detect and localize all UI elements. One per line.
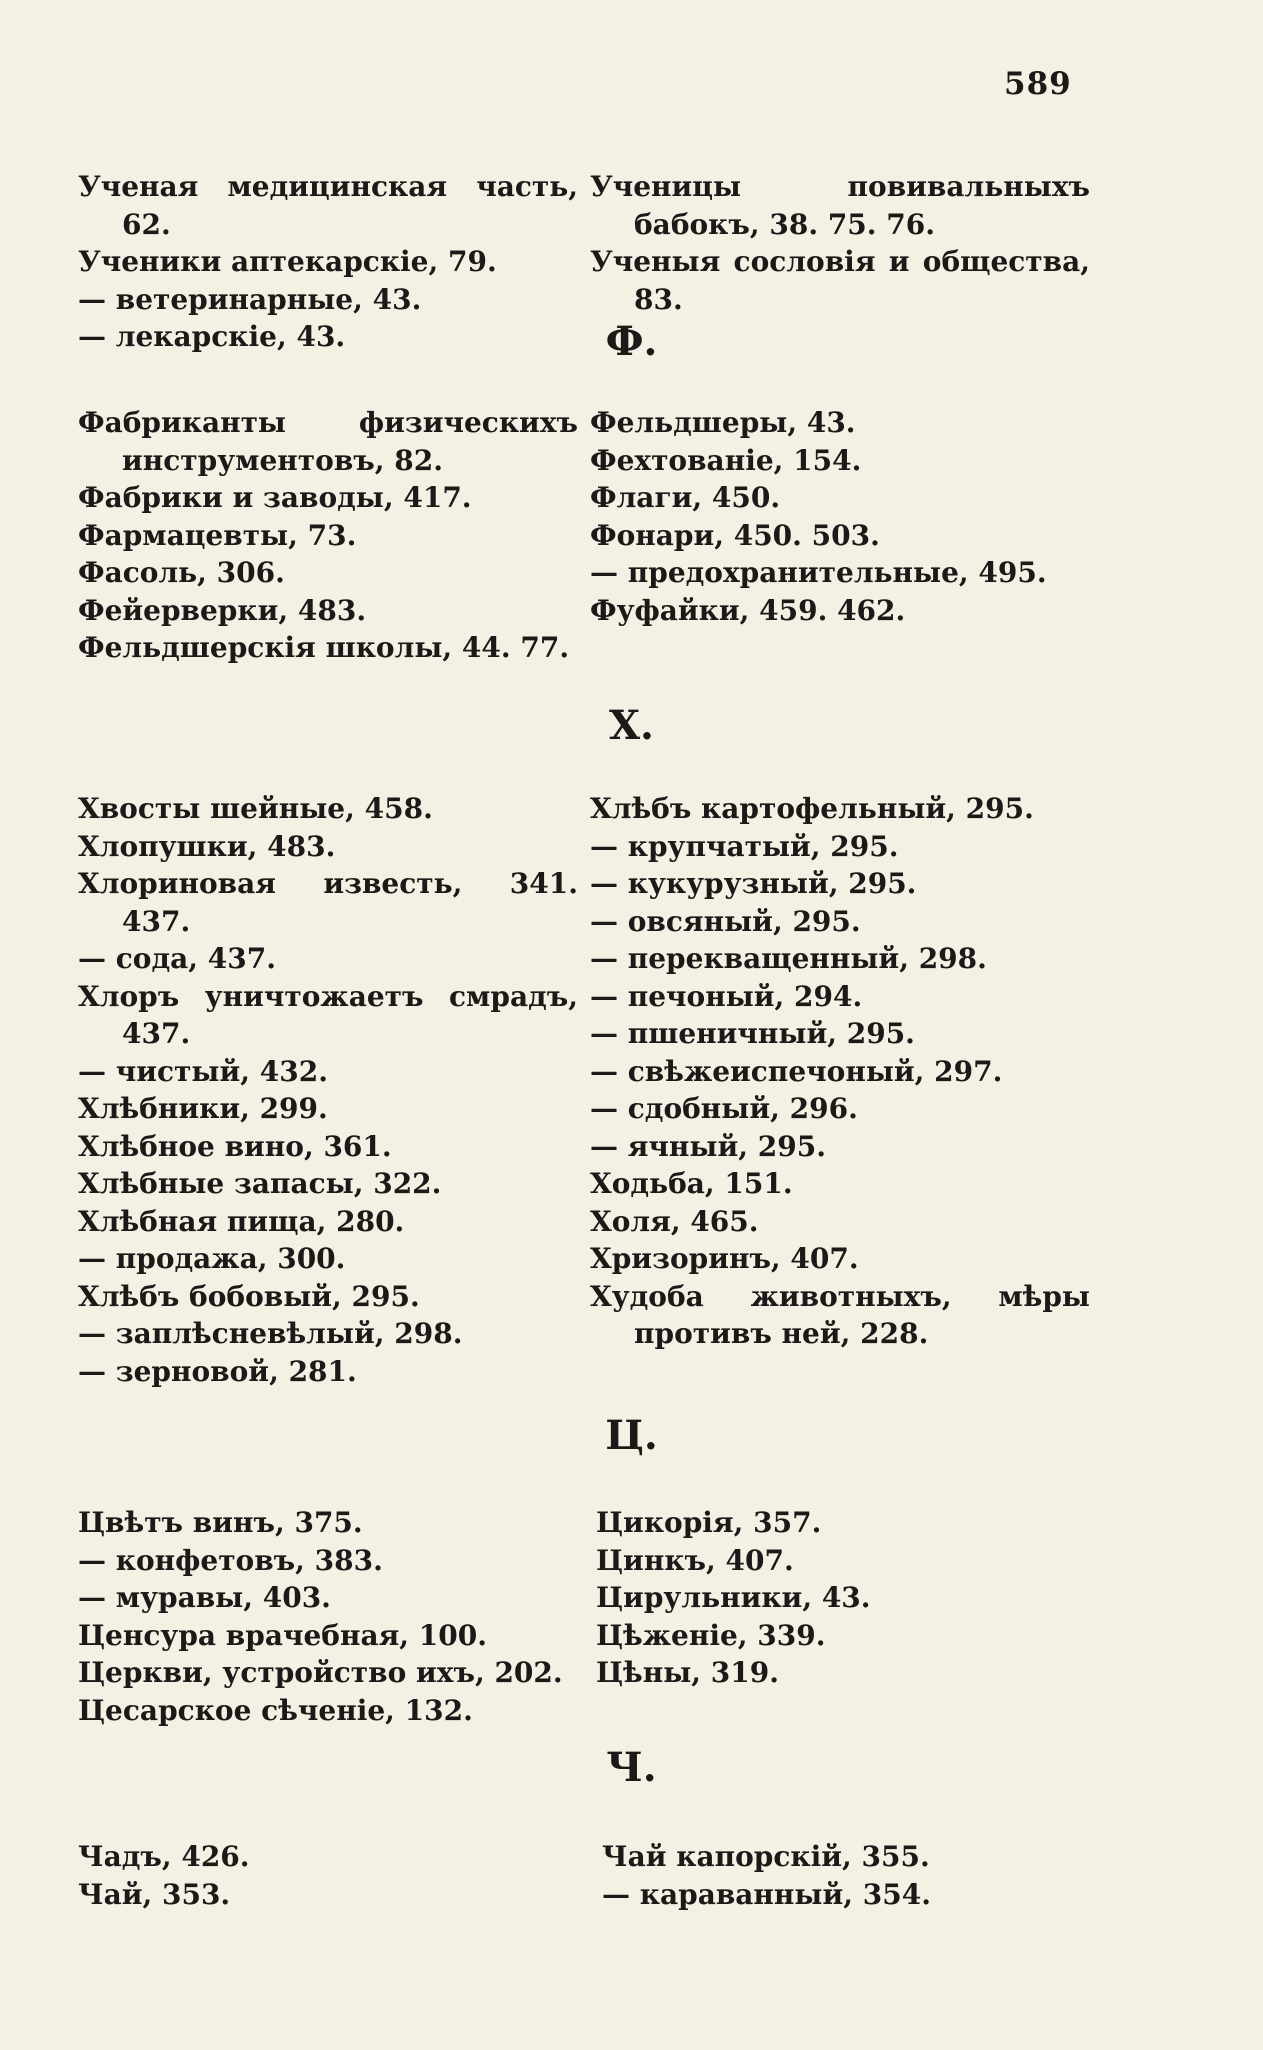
index-column-right bbox=[602, 1838, 1102, 1913]
section-letter: Ч. bbox=[606, 1744, 657, 1791]
index-entry: Хлориновая известь, 341. 437. bbox=[78, 867, 578, 938]
index-entry: — сода, 437. bbox=[78, 942, 276, 975]
index-column-left bbox=[78, 1504, 578, 1729]
index-column-right bbox=[590, 404, 1090, 629]
index-entry: Хлѣбное вино, 361. bbox=[78, 1129, 392, 1163]
index-column-left bbox=[78, 1838, 578, 1913]
index-entry: Хлоръ уничтожаетъ смрадъ, 437. bbox=[78, 979, 578, 1050]
index-column-right bbox=[590, 790, 1090, 1353]
index-entry: — печоный, 294. bbox=[590, 979, 863, 1013]
index-entry: Цирульники, 43. bbox=[596, 1581, 871, 1614]
index-entry: — крупчатый, 295. bbox=[590, 829, 899, 863]
index-entry: — перекващенный, 298. bbox=[590, 942, 987, 975]
index-entry: Фейерверки, 483. bbox=[78, 593, 367, 627]
index-entry: — свѣжеиспечоный, 297. bbox=[590, 1054, 1003, 1088]
index-entry: — ячный, 295. bbox=[590, 1129, 826, 1163]
index-entry: Хлѣбники, 299. bbox=[78, 1092, 328, 1125]
index-entry: Цѣженіе, 339. bbox=[596, 1618, 826, 1652]
index-entry: Хлѣбъ картофельный, 295. bbox=[590, 792, 1034, 825]
index-entry: Цѣны, 319. bbox=[596, 1656, 779, 1689]
index-entry: Фармацевты, 73. bbox=[78, 518, 357, 552]
index-entry: Ученыя сословія и общества, 83. bbox=[590, 245, 1090, 316]
index-entry: Ученики аптекарскіе, 79. bbox=[78, 245, 497, 278]
index-entry: — кукурузный, 295. bbox=[590, 867, 917, 900]
index-entry: Цинкъ, 407. bbox=[596, 1543, 794, 1577]
index-column-left bbox=[78, 404, 578, 667]
index-entry: — лекарскіе, 43. bbox=[78, 320, 346, 353]
index-entry: Фабриканты физическихъ инструментовъ, 82. bbox=[78, 406, 578, 477]
index-entry: Худоба животныхъ, мѣры противъ ней, 228. bbox=[590, 1279, 1090, 1350]
index-column-right bbox=[590, 168, 1090, 318]
index-entry: — пшеничный, 295. bbox=[590, 1017, 915, 1050]
index-entry: — ветеринарные, 43. bbox=[78, 282, 422, 316]
index-entry: Церкви, устройство ихъ, 202. bbox=[78, 1656, 563, 1689]
index-entry: Ученицы повивальныхъ бабокъ, 38. 75. 76. bbox=[590, 170, 1090, 241]
index-column-right bbox=[596, 1504, 1096, 1692]
index-entry: Фельдшерскія школы, 44. 77. bbox=[78, 631, 570, 664]
index-entry: Ходьба, 151. bbox=[590, 1167, 793, 1200]
index-entry: Холя, 465. bbox=[590, 1204, 759, 1238]
index-entry: — заплѣсневѣлый, 298. bbox=[78, 1317, 463, 1350]
index-entry: — овсяный, 295. bbox=[590, 904, 861, 938]
index-entry: Хвосты шейные, 458. bbox=[78, 792, 433, 825]
section-letter: Х. bbox=[609, 702, 654, 749]
index-column-left bbox=[78, 790, 578, 1390]
index-entry: — муравы, 403. bbox=[78, 1581, 331, 1614]
index-entry: Ценсура врачебная, 100. bbox=[78, 1618, 487, 1652]
index-entry: — зерновой, 281. bbox=[78, 1354, 357, 1388]
index-entry: Ученая медицинская часть, 62. bbox=[78, 170, 578, 241]
section-letter: Ф. bbox=[605, 318, 658, 365]
index-entry: Хлопушки, 483. bbox=[78, 829, 336, 863]
index-entry: Цвѣтъ винъ, 375. bbox=[78, 1506, 363, 1539]
index-entry: Цесарское сѣченіе, 132. bbox=[78, 1693, 473, 1727]
index-entry: Фуфайки, 459. 462. bbox=[590, 593, 906, 627]
index-entry: Фабрики и заводы, 417. bbox=[78, 481, 472, 514]
section-letter: Ц. bbox=[605, 1412, 658, 1459]
index-entry: Хлѣбъ бобовый, 295. bbox=[78, 1279, 420, 1313]
index-entry: Фехтованіе, 154. bbox=[590, 443, 862, 477]
index-entry: Чай капорскій, 355. bbox=[602, 1840, 930, 1873]
index-entry: — сдобный, 296. bbox=[590, 1092, 858, 1125]
index-entry: Чадъ, 426. bbox=[78, 1840, 250, 1873]
index-entry: — караванный, 354. bbox=[602, 1877, 931, 1911]
index-entry: — чистый, 432. bbox=[78, 1054, 328, 1088]
index-entry: Хлѣбная пища, 280. bbox=[78, 1204, 405, 1238]
index-entry: Флаги, 450. bbox=[590, 481, 781, 514]
index-entry: Фасоль, 306. bbox=[78, 556, 285, 589]
index-entry: — конфетовъ, 383. bbox=[78, 1543, 383, 1577]
index-entry: — продажа, 300. bbox=[78, 1242, 346, 1275]
index-entry: — предохранительные, 495. bbox=[590, 556, 1047, 589]
page-number: 589 bbox=[1004, 66, 1072, 102]
index-entry: Фельдшеры, 43. bbox=[590, 406, 856, 439]
index-entry: Фонари, 450. 503. bbox=[590, 518, 880, 552]
index-entry: Чай, 353. bbox=[78, 1877, 231, 1911]
index-entry: Цикорія, 357. bbox=[596, 1506, 822, 1539]
index-entry: Хлѣбные запасы, 322. bbox=[78, 1167, 442, 1200]
index-entry: Хризоринъ, 407. bbox=[590, 1242, 859, 1275]
